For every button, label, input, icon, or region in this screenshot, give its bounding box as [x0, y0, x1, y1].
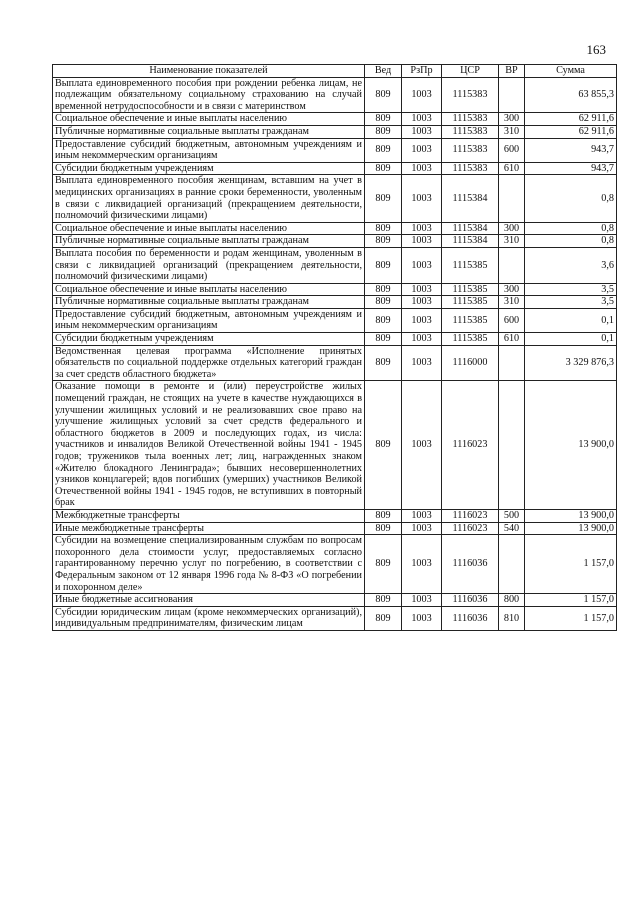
row-rzpr: 1003: [402, 222, 442, 235]
row-csr: 1116023: [442, 509, 499, 522]
row-sum: 0,1: [525, 333, 617, 346]
row-vr: 610: [499, 333, 525, 346]
row-vr: [499, 247, 525, 283]
row-ved: 809: [365, 235, 402, 248]
row-ved: 809: [365, 296, 402, 309]
row-csr: 1115385: [442, 333, 499, 346]
table-row: [53, 247, 617, 283]
row-sum: 3 329 876,3: [525, 345, 617, 381]
row-csr: 1115384: [442, 175, 499, 222]
row-csr: 1115383: [442, 77, 499, 113]
row-rzpr: 1003: [402, 283, 442, 296]
row-ved: 809: [365, 125, 402, 138]
header-vr: ВР: [499, 65, 525, 78]
row-vr: 600: [499, 308, 525, 332]
row-sum: 943,7: [525, 162, 617, 175]
row-name: Межбюджетные трансферты: [53, 509, 365, 522]
row-rzpr: 1003: [402, 522, 442, 535]
table-row: [53, 333, 617, 346]
table-row: [53, 162, 617, 175]
row-rzpr: 1003: [402, 308, 442, 332]
header-sum: Сумма: [525, 65, 617, 78]
row-vr: 800: [499, 594, 525, 607]
row-sum: 3,6: [525, 247, 617, 283]
row-vr: 300: [499, 283, 525, 296]
row-name: Субсидии юридическим лицам (кроме некоммерческих организаций), индивидуальным предпринимателям, физическим лицам: [53, 606, 365, 630]
row-sum: 0,8: [525, 175, 617, 222]
row-sum: 63 855,3: [525, 77, 617, 113]
row-rzpr: 1003: [402, 509, 442, 522]
row-name: Публичные нормативные социальные выплаты гражданам: [53, 235, 365, 248]
row-sum: 3,5: [525, 283, 617, 296]
row-name: Субсидии бюджетным учреждениям: [53, 333, 365, 346]
row-ved: 809: [365, 175, 402, 222]
page-number: 163: [586, 42, 606, 57]
row-rzpr: 1003: [402, 138, 442, 162]
row-ved: 809: [365, 138, 402, 162]
row-ved: 809: [365, 381, 402, 510]
row-rzpr: 1003: [402, 345, 442, 381]
table-row: [53, 594, 617, 607]
row-csr: 1115383: [442, 113, 499, 126]
row-vr: [499, 535, 525, 594]
row-ved: 809: [365, 162, 402, 175]
row-sum: 3,5: [525, 296, 617, 309]
header-rzpr: РзПр: [402, 65, 442, 78]
row-ved: 809: [365, 283, 402, 296]
row-name: Выплата единовременного пособия при рождении ребенка лицам, не подлежащим обязательному социальному страхованию на случай временной нетрудоспособности и в связи с материнством: [53, 77, 365, 113]
row-rzpr: 1003: [402, 235, 442, 248]
row-rzpr: 1003: [402, 162, 442, 175]
header-csr: ЦСР: [442, 65, 499, 78]
row-sum: 13 900,0: [525, 522, 617, 535]
row-name: Оказание помощи в ремонте и (или) переустройстве жилых помещений граждан, не стоящих на учете в качестве нуждающихся в улучшении жилищных условий и не реализовавших свое право на улучшение жилищных условий за счет средств федерального и областного бюджетов в 2009 и последующих годах, из числа: участников и инвалидов Великой Отечественной войны 1941 - 1945 годов; тружеников тыла военных лет; лиц, награжденных знаком «Жителю блокадного Ленинграда»; бывших несовершеннолетних узников концлагерей; вдов погибших (умерших) участников Великой Отечественной войны 1941 - 1945 годов, не вступивших в повторный брак: [53, 381, 365, 510]
table-row: [53, 125, 617, 138]
row-csr: 1115383: [442, 162, 499, 175]
row-ved: 809: [365, 113, 402, 126]
row-name: Социальное обеспечение и иные выплаты населению: [53, 113, 365, 126]
row-vr: 540: [499, 522, 525, 535]
table-row: [53, 296, 617, 309]
table-row: [53, 535, 617, 594]
table-row: [53, 77, 617, 113]
row-name: Ведомственная целевая программа «Исполнение принятых обязательств по социальной поддержке отдельных категорий граждан за счет средств областного бюджета»: [53, 345, 365, 381]
table-row: [53, 175, 617, 222]
row-rzpr: 1003: [402, 175, 442, 222]
row-sum: 62 911,6: [525, 125, 617, 138]
row-vr: [499, 345, 525, 381]
row-rzpr: 1003: [402, 333, 442, 346]
row-ved: 809: [365, 509, 402, 522]
header-ved: Вед: [365, 65, 402, 78]
row-csr: 1115383: [442, 138, 499, 162]
row-csr: 1115385: [442, 283, 499, 296]
row-csr: 1116036: [442, 606, 499, 630]
table-row: [53, 308, 617, 332]
row-name: Предоставление субсидий бюджетным, автономным учреждениям и иным некоммерческим организациям: [53, 308, 365, 332]
row-name: Социальное обеспечение и иные выплаты населению: [53, 283, 365, 296]
row-rzpr: 1003: [402, 535, 442, 594]
row-sum: 1 157,0: [525, 594, 617, 607]
header-name: Наименование показателей: [53, 65, 365, 78]
row-vr: [499, 381, 525, 510]
row-csr: 1116023: [442, 381, 499, 510]
row-sum: 62 911,6: [525, 113, 617, 126]
row-ved: 809: [365, 345, 402, 381]
row-name: Иные межбюджетные трансферты: [53, 522, 365, 535]
table-row: [53, 222, 617, 235]
table-row: [53, 345, 617, 381]
row-vr: 600: [499, 138, 525, 162]
row-sum: 13 900,0: [525, 509, 617, 522]
row-vr: 610: [499, 162, 525, 175]
row-csr: 1115385: [442, 308, 499, 332]
row-sum: 0,8: [525, 222, 617, 235]
row-name: Предоставление субсидий бюджетным, автономным учреждениям и иным некоммерческим организациям: [53, 138, 365, 162]
row-vr: 300: [499, 222, 525, 235]
row-rzpr: 1003: [402, 113, 442, 126]
row-csr: 1116036: [442, 594, 499, 607]
table-row: [53, 235, 617, 248]
row-rzpr: 1003: [402, 247, 442, 283]
row-csr: 1115384: [442, 235, 499, 248]
row-sum: 1 157,0: [525, 535, 617, 594]
row-name: Субсидии на возмещение специализированным службам по вопросам похоронного дела стоимости услуг, предоставляемых согласно гарантированному перечню услуг по погребению, в соответствии с Федеральным законом от 12 января 1996 года № 8-ФЗ «О погребении и похоронном деле»: [53, 535, 365, 594]
row-rzpr: 1003: [402, 381, 442, 510]
table-row: [53, 113, 617, 126]
row-vr: 300: [499, 113, 525, 126]
row-sum: 1 157,0: [525, 606, 617, 630]
row-sum: 13 900,0: [525, 381, 617, 510]
row-csr: 1115384: [442, 222, 499, 235]
row-ved: 809: [365, 522, 402, 535]
row-vr: 310: [499, 296, 525, 309]
row-name: Выплата пособия по беременности и родам женщинам, уволенным в связи с ликвидацией организаций (прекращением деятельности, полномочий физическими лицами): [53, 247, 365, 283]
row-ved: 809: [365, 535, 402, 594]
row-vr: 810: [499, 606, 525, 630]
row-ved: 809: [365, 594, 402, 607]
row-vr: 310: [499, 235, 525, 248]
row-ved: 809: [365, 77, 402, 113]
row-rzpr: 1003: [402, 606, 442, 630]
row-ved: 809: [365, 333, 402, 346]
row-rzpr: 1003: [402, 296, 442, 309]
row-sum: 0,8: [525, 235, 617, 248]
row-rzpr: 1003: [402, 594, 442, 607]
row-name: Публичные нормативные социальные выплаты гражданам: [53, 125, 365, 138]
row-name: Публичные нормативные социальные выплаты гражданам: [53, 296, 365, 309]
row-sum: 943,7: [525, 138, 617, 162]
row-name: Субсидии бюджетным учреждениям: [53, 162, 365, 175]
row-sum: 0,1: [525, 308, 617, 332]
table-row: [53, 509, 617, 522]
row-vr: [499, 77, 525, 113]
row-csr: 1116036: [442, 535, 499, 594]
row-csr: 1115383: [442, 125, 499, 138]
row-name: Выплата единовременного пособия женщинам, вставшим на учет в медицинских организациях в ранние сроки беременности, уволенным в связи с ликвидацией организаций (прекращением деятельности, полномочий физическими лицами): [53, 175, 365, 222]
row-csr: 1115385: [442, 296, 499, 309]
table-row: [53, 138, 617, 162]
table-row: [53, 606, 617, 630]
row-ved: 809: [365, 308, 402, 332]
row-vr: 310: [499, 125, 525, 138]
row-csr: 1116023: [442, 522, 499, 535]
row-csr: 1115385: [442, 247, 499, 283]
row-ved: 809: [365, 247, 402, 283]
row-rzpr: 1003: [402, 125, 442, 138]
row-ved: 809: [365, 606, 402, 630]
row-vr: [499, 175, 525, 222]
table-row: [53, 381, 617, 510]
table-row: [53, 522, 617, 535]
budget-table: [52, 64, 617, 631]
row-name: Иные бюджетные ассигнования: [53, 594, 365, 607]
table-row: [53, 283, 617, 296]
row-ved: 809: [365, 222, 402, 235]
row-csr: 1116000: [442, 345, 499, 381]
row-name: Социальное обеспечение и иные выплаты населению: [53, 222, 365, 235]
table-header-row: [53, 65, 617, 78]
row-vr: 500: [499, 509, 525, 522]
row-rzpr: 1003: [402, 77, 442, 113]
